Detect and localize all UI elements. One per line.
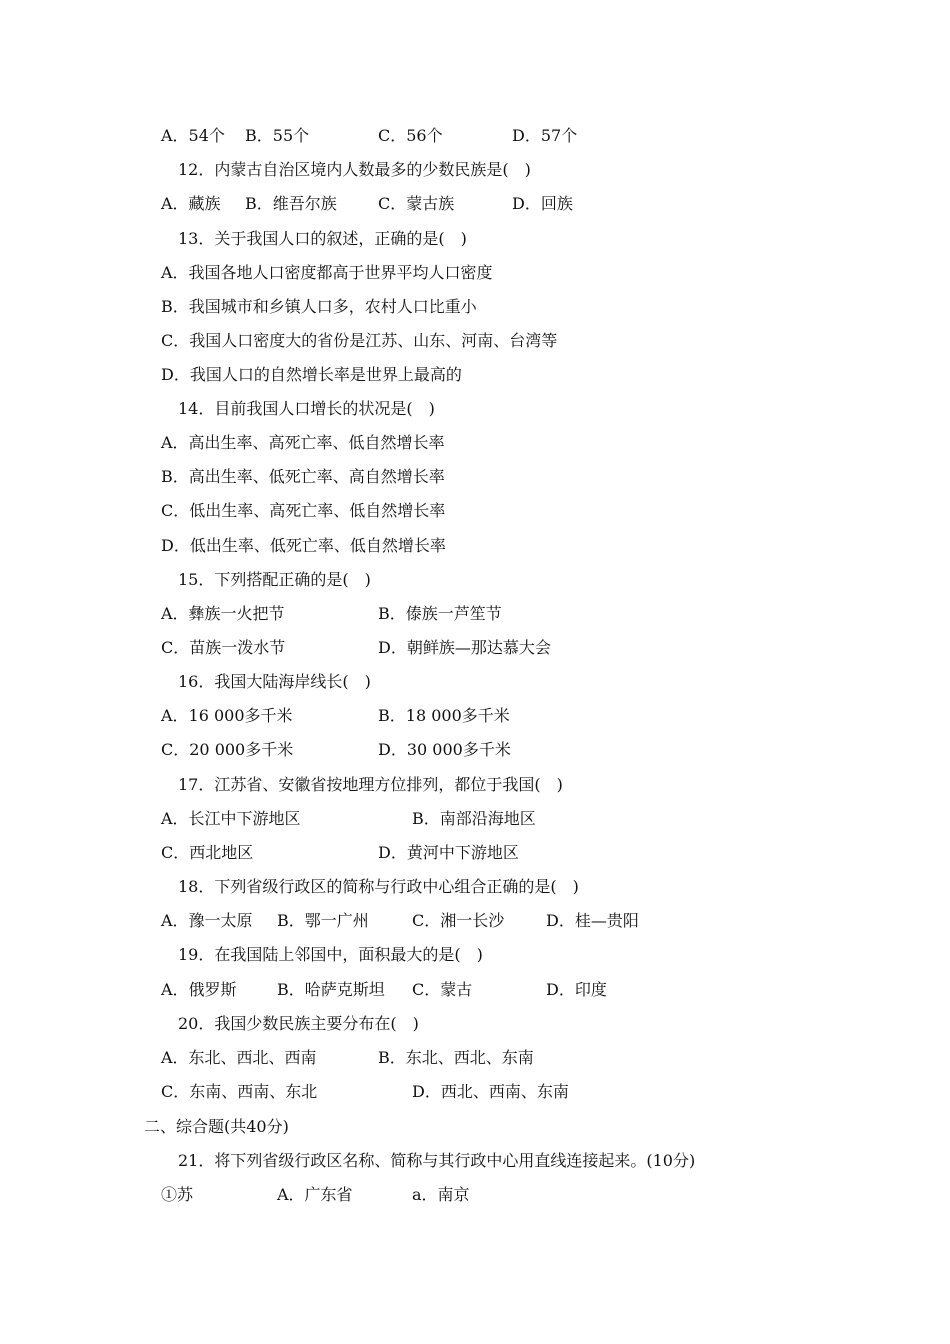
q18-option-a: A．豫一太原 [161,911,253,930]
q17-option-d: D．黄河中下游地区 [378,843,519,862]
q19-option-b: B．哈萨克斯坦 [277,980,385,999]
q19-option-d: D．印度 [546,980,607,999]
q20-option-b: B．东北、西北、东南 [378,1048,534,1067]
q17-stem: 17．江苏省、安徽省按地理方位排列，都位于我国( ) [178,775,563,794]
q15-option-d: D．朝鲜族—那达慕大会 [378,638,551,657]
q13-option-c: C．我国人口密度大的省份是江苏、山东、河南、台湾等 [161,331,558,350]
q14-stem: 14．目前我国人口增长的状况是( ) [178,399,435,418]
q18-stem: 18．下列省级行政区的简称与行政中心组合正确的是( ) [178,877,579,896]
q19-option-a: A．俄罗斯 [161,980,237,999]
q21-province: A．广东省 [277,1185,353,1204]
q17-option-c: C．西北地区 [161,843,254,862]
section-2-title: 二、综合题(共40分) [144,1117,289,1136]
q16-option-d: D．30 000多千米 [378,740,511,759]
q13-option-a: A．我国各地人口密度都高于世界平均人口密度 [161,263,493,282]
q11-option-a: A．54个 [161,126,225,145]
q20-option-c: C．东南、西南、东北 [161,1082,318,1101]
q17-option-b: B．南部沿海地区 [412,809,536,828]
q12-option-d: D．回族 [512,194,573,213]
q13-option-d: D．我国人口的自然增长率是世界上最高的 [161,365,462,384]
q20-option-a: A．东北、西北、西南 [161,1048,317,1067]
q19-option-c: C．蒙古 [412,980,473,999]
q18-option-c: C．湘一长沙 [412,911,505,930]
q11-option-c: C．56个 [378,126,443,145]
q15-option-b: B．傣族一芦笙节 [378,604,502,623]
q11-option-b: B．55个 [245,126,310,145]
q13-option-b: B．我国城市和乡镇人口多，农村人口比重小 [161,297,477,316]
q12-option-c: C．蒙古族 [378,194,455,213]
q20-stem: 20．我国少数民族主要分布在( ) [178,1014,419,1033]
q20-option-d: D．西北、西南、东南 [412,1082,569,1101]
q16-option-c: C．20 000多千米 [161,740,294,759]
q14-option-d: D．低出生率、低死亡率、低自然增长率 [161,536,446,555]
q14-option-a: A．高出生率、高死亡率、低自然增长率 [161,433,445,452]
q13-stem: 13．关于我国人口的叙述，正确的是( ) [178,229,467,248]
q21-capital: a．南京 [412,1185,470,1204]
q12-option-b: B．维吾尔族 [245,194,337,213]
q15-stem: 15．下列搭配正确的是( ) [178,570,371,589]
q12-stem: 12．内蒙古自治区境内人数最多的少数民族是( ) [178,160,531,179]
q12-option-a: A．藏族 [161,194,221,213]
q17-option-a: A．长江中下游地区 [161,809,301,828]
q18-option-d: D．桂—贵阳 [546,911,639,930]
q16-stem: 16．我国大陆海岸线长( ) [178,672,371,691]
q14-option-b: B．高出生率、低死亡率、高自然增长率 [161,467,445,486]
q19-stem: 19．在我国陆上邻国中，面积最大的是( ) [178,945,483,964]
q21-stem: 21．将下列省级行政区名称、简称与其行政中心用直线连接起来。(10分) [178,1151,696,1170]
q15-option-a: A．彝族一火把节 [161,604,285,623]
q11-option-d: D．57个 [512,126,578,145]
q15-option-c: C．苗族一泼水节 [161,638,286,657]
q21-abbr: ①苏 [161,1185,194,1204]
q16-option-a: A．16 000多千米 [161,706,293,725]
q18-option-b: B．鄂一广州 [277,911,369,930]
q14-option-c: C．低出生率、高死亡率、低自然增长率 [161,501,446,520]
q16-option-b: B．18 000多千米 [378,706,510,725]
